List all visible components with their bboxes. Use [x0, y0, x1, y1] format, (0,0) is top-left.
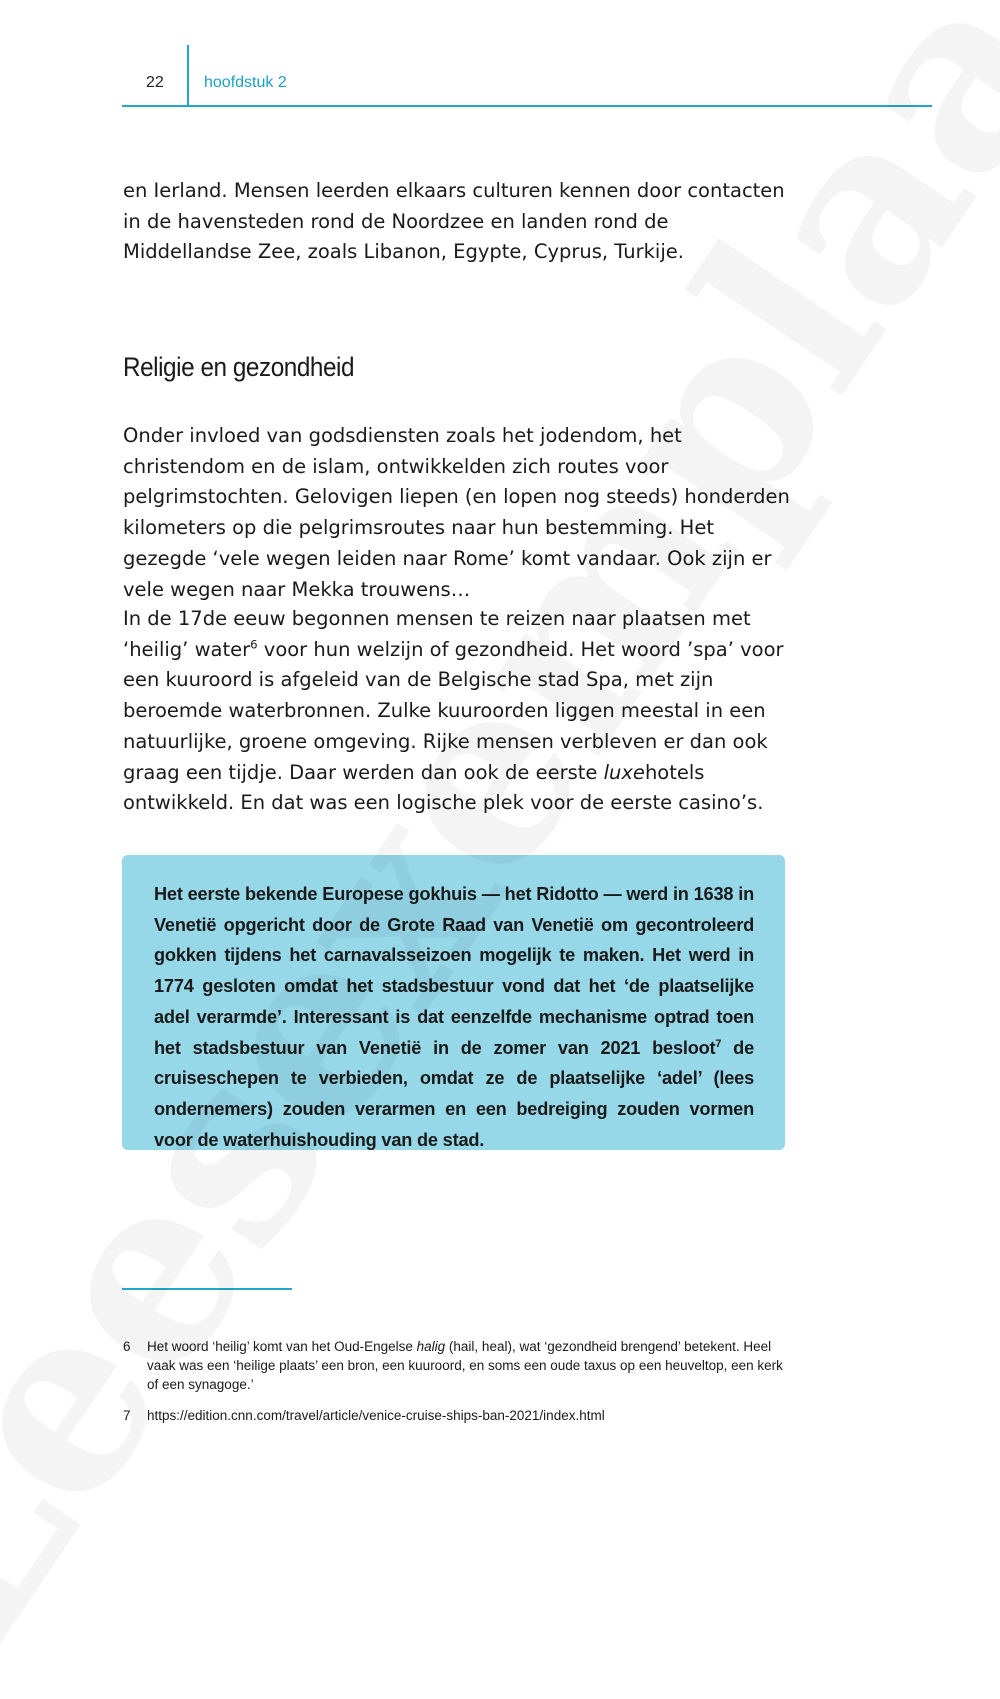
footnote-number: 6 — [123, 1339, 131, 1354]
footnote-number: 7 — [123, 1408, 131, 1423]
footnote-6-part-a: Het woord ‘heilig’ komt van het Oud-Engelse — [147, 1339, 417, 1354]
paragraph-spa-part-b: voor hun welzijn of gezondheid. Het woord ’spa’ voor een kuuroord is afgeleid van de Belgische stad Spa, met zijn beroemde waterbronnen. Zulke kuuroorden liggen meestal in een natuurlijke, groene omgeving. Rijke mensen verbleven er dan ook graag een tijdje. Daar werden dan ook de eerste — [123, 637, 784, 784]
paragraph-spa-part-c: hotels ontwikkeld. En dat was een logische plek voor de eerste casino’s. — [123, 760, 764, 815]
footnote-ref-7[interactable]: 7 — [715, 1037, 722, 1050]
footnote-text — [123, 1337, 783, 1394]
footnote-ref-6[interactable]: 6 — [250, 637, 258, 652]
info-box-part-a: Het eerste bekende Europese gokhuis — het Ridotto — werd in 1638 in Venetië opgericht door de Grote Raad van Venetië om gecontroleerd gokken tijdens het carnavalsseizoen mogelijk te maken. Het werd in 1774 gesloten omdat het stadsbestuur vond dat het ‘de plaatselijke adel verarmde’. Interessant is dat eenzelfde mechanisme optrad toen het stadsbestuur van Venetië in de zomer van 2021 besloot — [154, 884, 754, 1058]
footnote-6 — [123, 1337, 783, 1394]
paragraph-spa-emphasis: luxe — [603, 760, 645, 784]
footnote-7 — [123, 1406, 783, 1425]
paragraph-spa — [123, 604, 803, 819]
footnote-url-link[interactable]: https://edition.cnn.com/travel/article/venice-cruise-ships-ban-2021/index.html — [147, 1408, 605, 1423]
header-horizontal-rule — [122, 105, 932, 107]
paragraph-spa-part-a: In de 17de eeuw begonnen mensen te reizen naar plaatsen met ‘heilig’ water — [123, 607, 751, 661]
info-box-text — [154, 879, 754, 1155]
footnote-6-part-b: (hail, heal), wat ‘gezondheid brengend’ betekent. Heel vaak was een ‘heilige plaats’ een bron, een kuuroord, en soms een oude taxus op een heuveltop, een kerk of een synagoge.’ — [147, 1339, 783, 1392]
intro-paragraph: en Ierland. Mensen leerden elkaars culturen kennen door contacten in de havensteden rond de Noordzee en landen rond de Middellandse Zee, zoals Libanon, Egypte, Cyprus, Turkije. — [123, 179, 785, 264]
info-box — [122, 855, 785, 1150]
header-vertical-rule — [187, 45, 189, 107]
chapter-label: hoofdstuk 2 — [204, 74, 287, 91]
footnote-separator — [122, 1288, 292, 1290]
footnote-6-emphasis: halig — [416, 1339, 446, 1354]
page-number: 22 — [146, 74, 164, 91]
info-box-part-b: de cruiseschepen te verbieden, omdat ze de plaatselijke ‘adel’ (lees ondernemers) zouden verarmen en een bedreiging zouden vormen voor de waterhuishouding van de stad. — [154, 1037, 754, 1150]
paragraph-pilgrimage: Onder invloed van godsdiensten zoals het jodendom, het christendom en de islam, ontwikkelden zich routes voor pelgrimstochten. Gelovigen liepen (en lopen nog steeds) honderden kilometers op die pelgrimsroutes naar hun bestemming. Het gezegde ‘vele wegen leiden naar Rome’ komt vandaar. Ook zijn er vele wegen naar Mekka trouwens… — [123, 424, 790, 601]
section-title: Religie en gezondheid — [123, 352, 355, 382]
